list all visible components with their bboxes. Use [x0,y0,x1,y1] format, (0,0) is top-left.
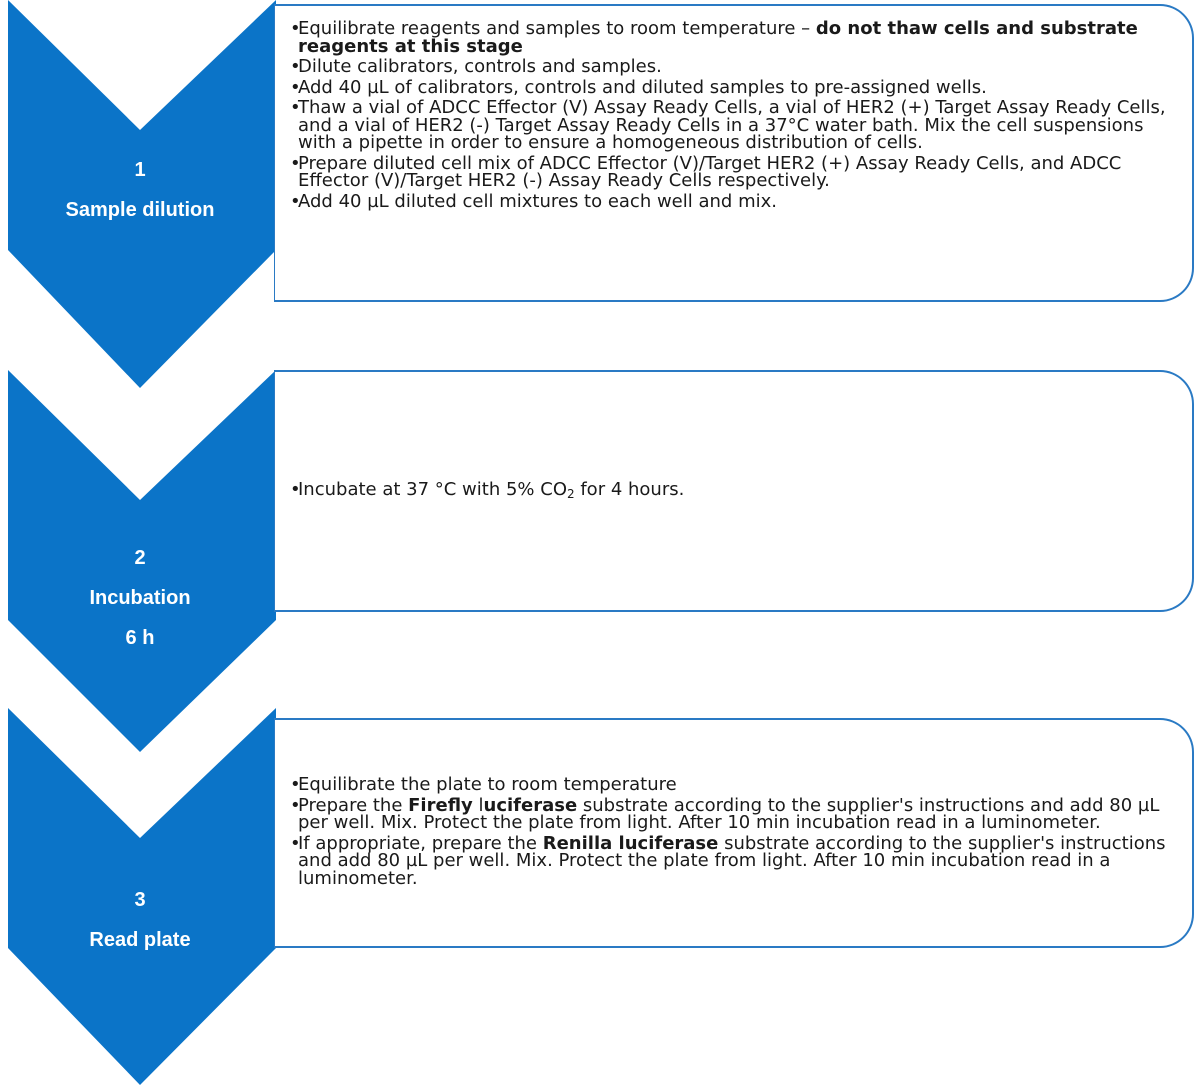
step-1-bullet-item [275,152,1178,191]
bullet-text: substrate according to the supplier's instructions and add 80 µL per well. Mix. Protect the plate from light. After 10 min incubation read in a luminometer. [298,832,1166,889]
bullet-text: substrate according to the supplier's instructions and add 80 µL per well. Mix. Protect the plate from light. After 10 min incubation read in a luminometer. [298,794,1160,833]
step-3-bullets [275,776,1178,890]
bullet-text: Prepare diluted cell mix of ADCC Effector (V)/Target HER2 (+) Assay Ready Cells, and ADCC Effector (V)/Target HER2 (-) Assay Ready Cells respectively. [298,152,1122,191]
step-3-bullet-item [275,794,1178,833]
step-3-number: 3 [134,889,146,911]
step-1-bullet-item [275,76,1178,98]
bullet-text: Equilibrate the plate to room temperature [298,774,677,795]
step-3-bullet-item [275,776,1178,794]
bold-text: Renilla luciferase [542,832,719,854]
step-2-box [274,370,1194,612]
step-1-bullet-item [275,20,1178,55]
step-2-bullet-item [275,478,1178,501]
bullet-text: Prepare the [298,794,409,816]
bold-text: do not thaw cells and substrate reagents at this stage [298,18,1138,57]
step-2-number: 2 [134,547,146,569]
bullet-text: Incubate at 37 °C with 5% CO [298,478,567,500]
bold-text: uciferase [483,794,578,816]
step-1-bullet-item [275,58,1178,76]
step-1-label [0,150,280,230]
step-1-title: Sample dilution [65,199,215,221]
step-1-bullets [275,20,1178,213]
step-1-bullet-item [275,190,1178,212]
step-1-number: 1 [134,159,146,181]
subscript-text: 2 [566,486,575,501]
bullet-text: Add 40 µL diluted cell mixtures to each well and mix. [298,190,777,212]
step-1-box [274,4,1194,302]
bullet-text: for 4 hours. [574,478,685,500]
step-3-bullet-item [275,832,1178,889]
step-2-subtitle: 6 h [125,627,155,649]
step-2-bullets [275,478,1178,502]
bullet-text: Add 40 µL of calibrators, controls and diluted samples to pre-assigned wells. [298,76,987,98]
bullet-text: Thaw a vial of ADCC Effector (V) Assay Ready Cells, a vial of HER2 (+) Target Assay Ready Cells, and a vial of HER2 (-) Target Assay Ready Cells in a 37°C water bath. Mix the cell suspensions with a pipette in order to ensure a homogeneous distribution of cells. [298,97,1166,153]
step-3-box [274,718,1194,948]
step-3-label [0,880,280,960]
step-2-title: Incubation [89,587,191,609]
bullet-text: l [472,794,484,816]
step-2-label [0,538,280,658]
bullet-text: If appropriate, prepare the [298,832,543,854]
bullet-text: Equilibrate reagents and samples to room temperature – [298,18,816,39]
bullet-text: Dilute calibrators, controls and samples. [298,56,662,77]
bold-text: Firefly [408,794,473,816]
step-3-title: Read plate [89,929,191,951]
step-1-bullet-item [275,99,1178,152]
